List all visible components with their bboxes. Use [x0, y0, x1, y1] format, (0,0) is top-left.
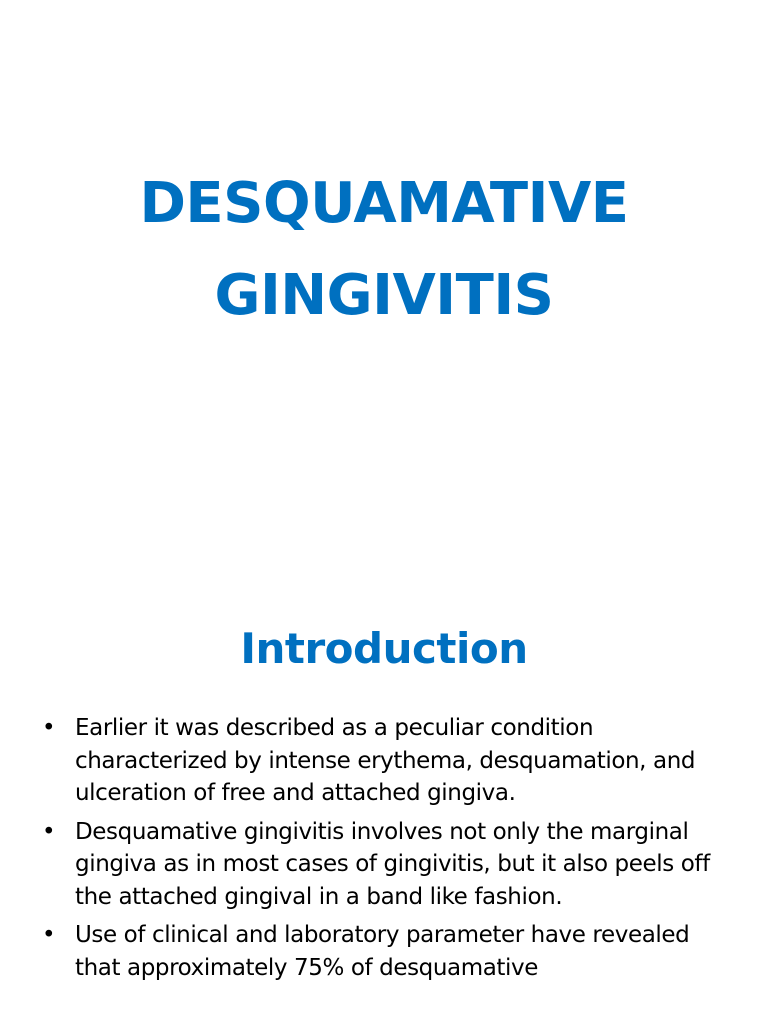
bullet-item [0, 816, 768, 914]
slide-title-line-1: DESQUAMATIVE [139, 171, 629, 236]
slide-title-line-2: GINGIVITIS [214, 263, 554, 328]
bullet-icon: • [42, 818, 56, 845]
bullet-icon: • [42, 715, 56, 741]
bullet-text: Earlier it was described as a peculiar condition characterized by intense erythema, desquamation, and ulceration of free and attached gingiva. [75, 715, 696, 806]
slide-title [0, 158, 768, 342]
bullet-text: Desquamative gingivitis involves not only the marginal gingiva as in most cases of gingivitis, but it also peels off the attached gingival in a band like fashion. [75, 818, 710, 910]
bullet-text: Use of clinical and laboratory parameter have revealed that approximately 75% of desquamative [75, 922, 690, 981]
section-heading: Introduction [240, 624, 528, 673]
bullet-item [0, 712, 768, 810]
bullet-list [0, 712, 768, 990]
bullet-item [0, 919, 768, 984]
bullet-icon: • [42, 922, 56, 948]
